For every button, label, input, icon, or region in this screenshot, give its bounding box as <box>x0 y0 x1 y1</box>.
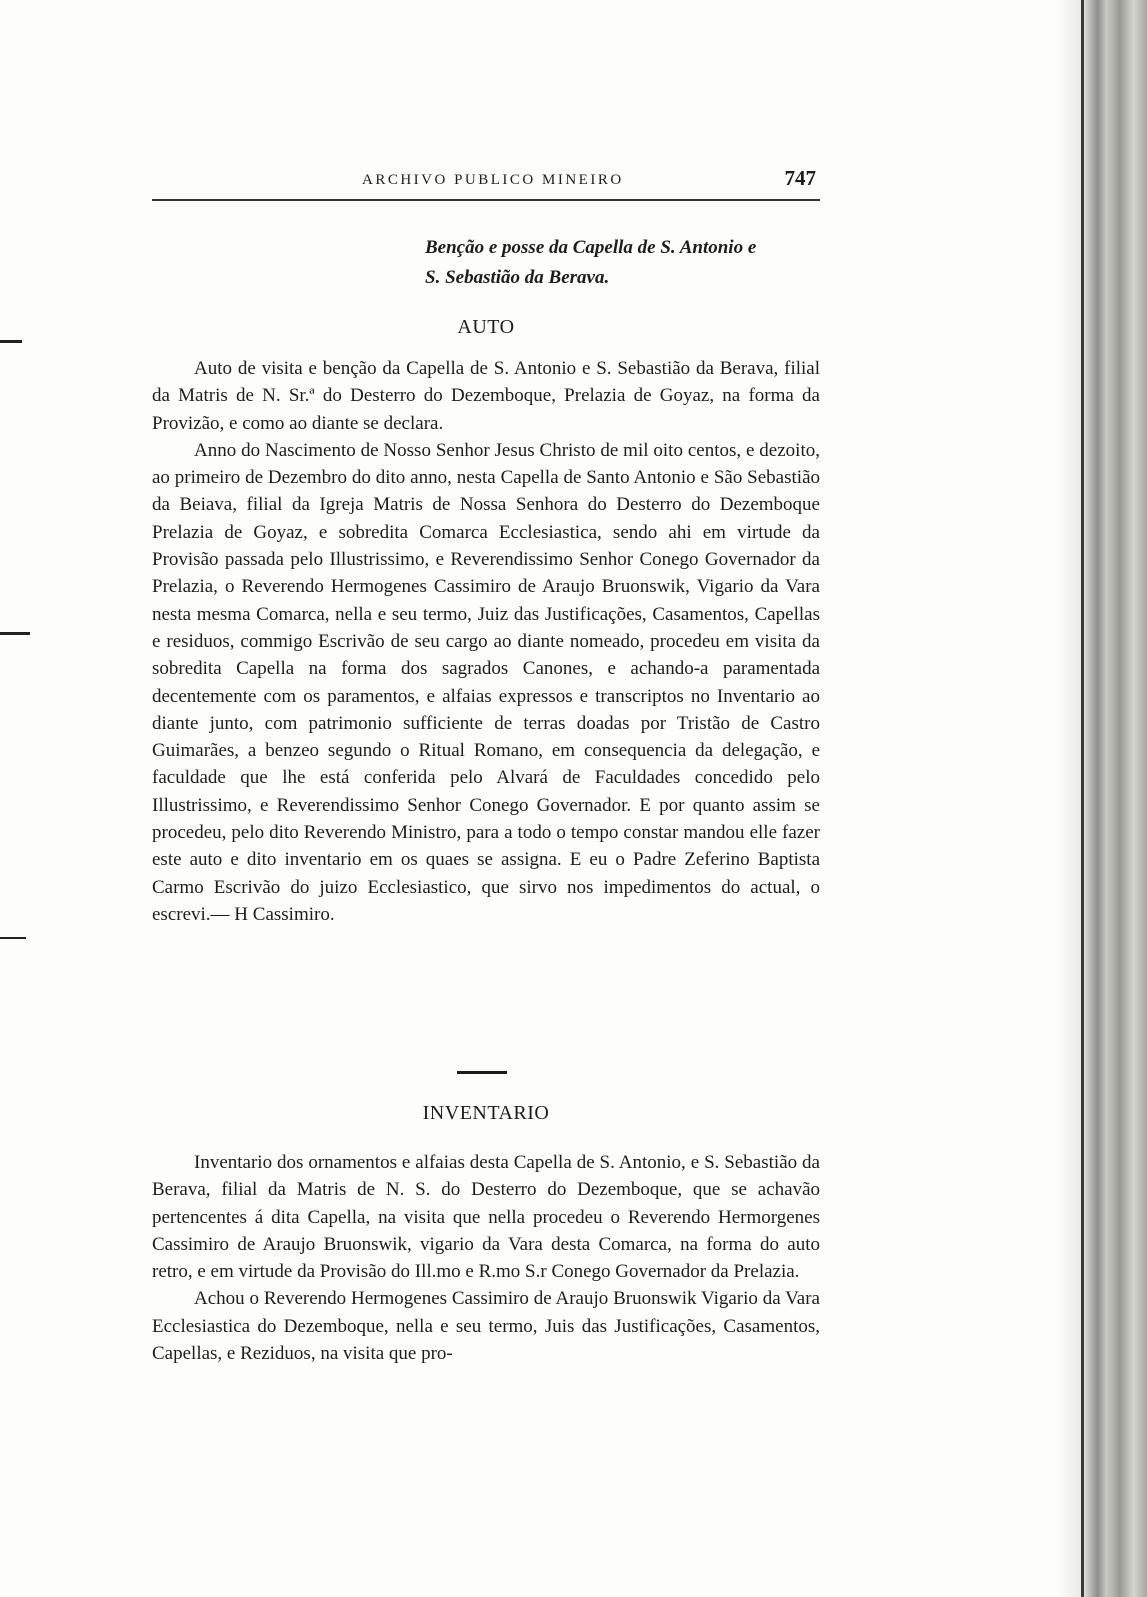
page-binding-edge <box>1057 0 1147 1597</box>
subtitle-line-1: Benção e posse da Capella de S. Antonio e <box>425 237 757 258</box>
margin-tick-mark <box>0 937 26 939</box>
section-divider <box>457 1071 507 1074</box>
inventario-heading: INVENTARIO <box>422 1102 550 1124</box>
auto-summary-paragraph: Auto de visita e benção da Capella de S. Antonio e S. Sebastião da Berava, filial da Matris de N. Sr.ª do Desterro do Dezemboque, Prelazia de Goyaz, na forma da Provizão, e como ao diante se declara. <box>152 358 820 434</box>
auto-heading: AUTO <box>457 316 515 338</box>
running-title: ARCHIVO PUBLICO MINEIRO <box>362 172 624 188</box>
section-subtitle <box>425 233 825 293</box>
page-number: 747 <box>784 166 816 190</box>
margin-tick-mark <box>0 340 22 343</box>
margin-tick-mark <box>0 632 30 635</box>
header-rule <box>152 199 820 201</box>
binding-shadow-line <box>1081 0 1084 1597</box>
auto-body-paragraph: Anno do Nascimento de Nosso Senhor Jesus Christo de mil oito centos, e dezoito, ao primeiro de Dezembro do dito anno, nesta Capella de Santo Antonio e São Sebastião da Beiava, filial da Igreja Matris de Nossa Senhora do Desterro do Dezemboque Prelazia de Goyaz, e sobredita Comarca Ecclesiastica, sendo ahi em virtude da Provisão passada pelo Illustrissimo, e Reverendissimo Senhor Conego Governador da Prelazia, o Reverendo Hermogenes Cassimiro de Araujo Bruonswik, Vigario da Vara nesta mesma Comarca, nella e seu termo, Juiz das Justificações, Casamentos, Capellas e residuos, commigo Escrivão de seu cargo ao diante nomeado, procedeu em visita da sobredita Capella na forma dos sagrados Canones, e achando-a paramentada decentemente com os paramentos, e alfaias expressos e transcriptos no Inventario ao diante junto, com patrimonio sufficiente de terras doadas por Tristão de Castro Guimarães, a benzeo segundo o Ritual Romano, em consequencia da delegação, e faculdade que lhe está conferida pelo Alvará de Faculdades concedido pelo Illustrissimo, e Reverendissimo Senhor Conego Governador. E por quanto assim se procedeu, pelo dito Reverendo Ministro, para a todo o tempo constar mandou elle fazer este auto e dito inventario em os quaes se assigna. E eu o Padre Zeferino Baptista Carmo Escrivão do juizo Ecclesiastico, que sirvo nos impedimentos do actual, o escrevi.— H Cassimiro. <box>152 439 820 925</box>
running-head <box>152 166 820 202</box>
subtitle-line-2: S. Sebastião da Berava. <box>425 267 610 288</box>
auto-text <box>152 355 820 928</box>
inventario-intro-paragraph: Inventario dos ornamentos e alfaias desta Capella de S. Antonio, e S. Sebastião da Berava, filial da Matris de N. S. do Desterro do Dezemboque, que se achavão pertencentes á dita Capella, na visita que nella procedeu o Reverendo Hermorgenes Cassimiro de Araujo Bruonswik, vigario da Vara desta Comarca, na forma do auto retro, e em virtude da Provisão do Ill.mo e R.mo S.r Conego Governador da Prelazia. <box>152 1152 820 1283</box>
inventario-body-paragraph: Achou o Reverendo Hermogenes Cassimiro de Araujo Bruonswik Vigario da Vara Ecclesiastica do Dezemboque, nella e seu termo, Juis das Justificações, Casamentos, Capellas, e Reziduos, na visita que pro- <box>152 1288 820 1365</box>
inventario-text <box>152 1149 820 1367</box>
